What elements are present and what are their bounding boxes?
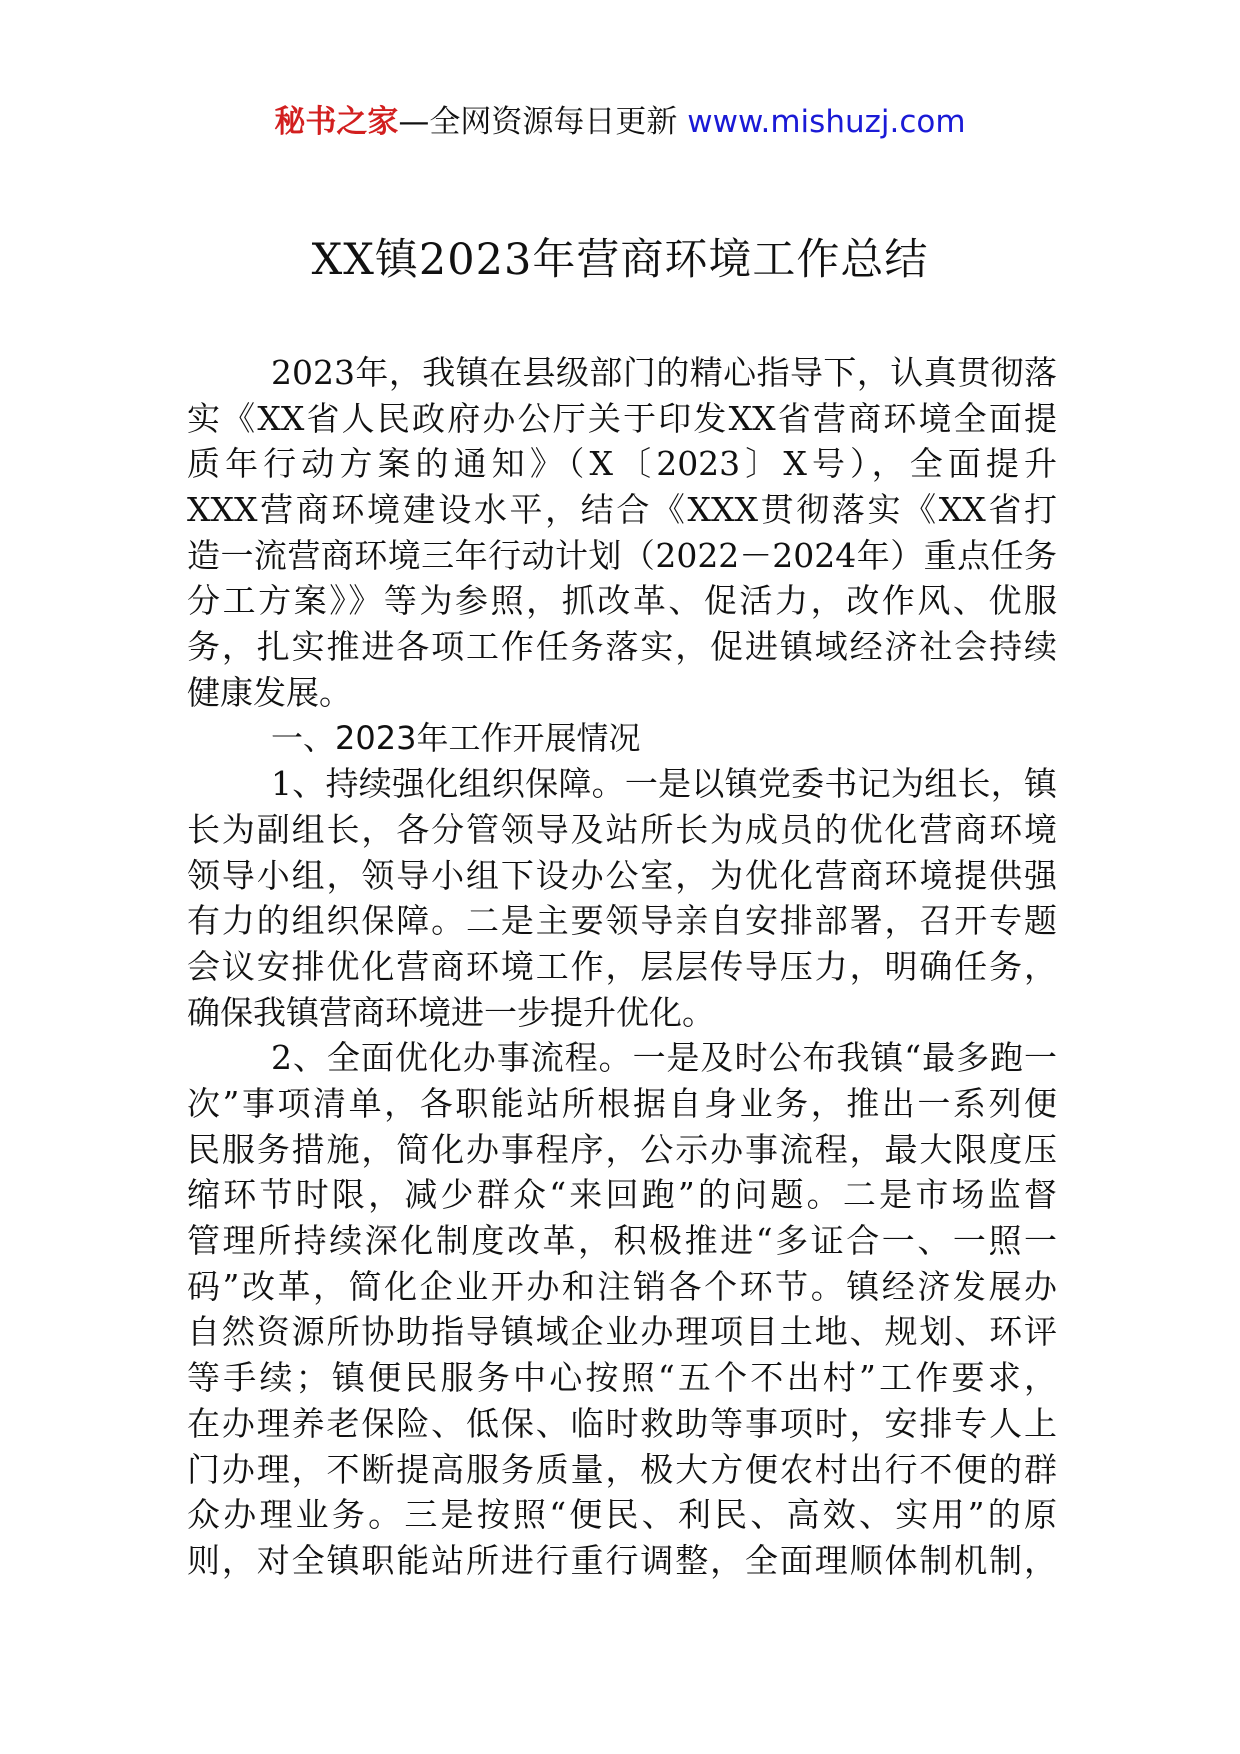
text-line: XXX营商环境建设水平，结合《XXX贯彻落实《XX省打 [187,490,1057,530]
paragraph-intro [187,350,1057,716]
document-title: XX镇2023年营商环境工作总结 [311,235,929,285]
site-url-link[interactable]: www.mishuzj.com [687,104,966,140]
text-line: 在办理养老保险、低保、临时救助等事项时，安排专人上 [187,1403,1057,1443]
text-line: 长为副组长，各分管领导及站所长为成员的优化营商环境 [187,809,1057,849]
text-line: 则，对全镇职能站所进行重行调整，全面理顺体制机制， [187,1540,1057,1580]
text-line: 造一流营商环境三年行动计划（2022－2024年）重点任务 [187,535,1057,575]
text-line: 码”改革，简化企业开办和注销各个环节。镇经济发展办 [187,1266,1057,1306]
site-slogan: —全网资源每日更新 [398,104,688,140]
text-line: 有力的组织保障。二是主要领导亲自安排部署，召开专题 [187,901,1057,941]
text-line: 质年行动方案的通知》（X〔2023〕X号），全面提升 [187,444,1057,484]
text-line: 管理所持续深化制度改革，积极推进“多证合一、一照一 [187,1221,1057,1261]
text-line: 等手续；镇便民服务中心按照“五个不出村”工作要求， [187,1358,1057,1398]
text-line: 健康发展。 [187,672,352,712]
text-line: 实《XX省人民政府办公厅关于印发XX省营商环境全面提 [187,398,1057,438]
site-brand: 秘书之家 [274,104,399,140]
text-line: 民服务措施，简化办事程序，公示办事流程，最大限度压 [187,1129,1057,1169]
section-heading: 一、2023年工作开展情况 [271,718,641,757]
text-line: 次”事项清单，各职能站所根据自身业务，推出一系列便 [187,1084,1057,1123]
paragraph-process [187,1035,1057,1583]
text-line: 自然资源所协助指导镇域企业办理项目土地、规划、环评 [187,1312,1057,1352]
text-line: 分工方案》》等为参照，抓改革、促活力，改作风、优服 [187,581,1057,621]
paragraph-organization [187,761,1057,1035]
text-line: 2、全面优化办事流程。一是及时公布我镇“最多跑一 [271,1038,1057,1078]
text-line: 众办理业务。三是按照“便民、利民、高效、实用”的原 [187,1495,1057,1535]
text-line: 缩环节时限，减少群众“来回跑”的问题。二是市场监督 [187,1175,1057,1215]
text-line: 门办理，不断提高服务质量，极大方便农村出行不便的群 [187,1449,1057,1489]
text-line: 1、持续强化组织保障。一是以镇党委书记为组长，镇 [271,764,1057,804]
site-header [0,100,1240,144]
text-line: 2023年，我镇在县级部门的精心指导下，认真贯彻落 [271,353,1057,392]
text-line: 确保我镇营商环境进一步提升优化。 [187,992,715,1032]
text-line: 领导小组，领导小组下设办公室，为优化营商环境提供强 [187,855,1057,895]
text-line: 务，扎实推进各项工作任务落实，促进镇域经济社会持续 [187,627,1057,667]
document-body [187,350,1057,1584]
text-line: 会议安排优化营商环境工作，层层传导压力，明确任务， [187,946,1057,986]
